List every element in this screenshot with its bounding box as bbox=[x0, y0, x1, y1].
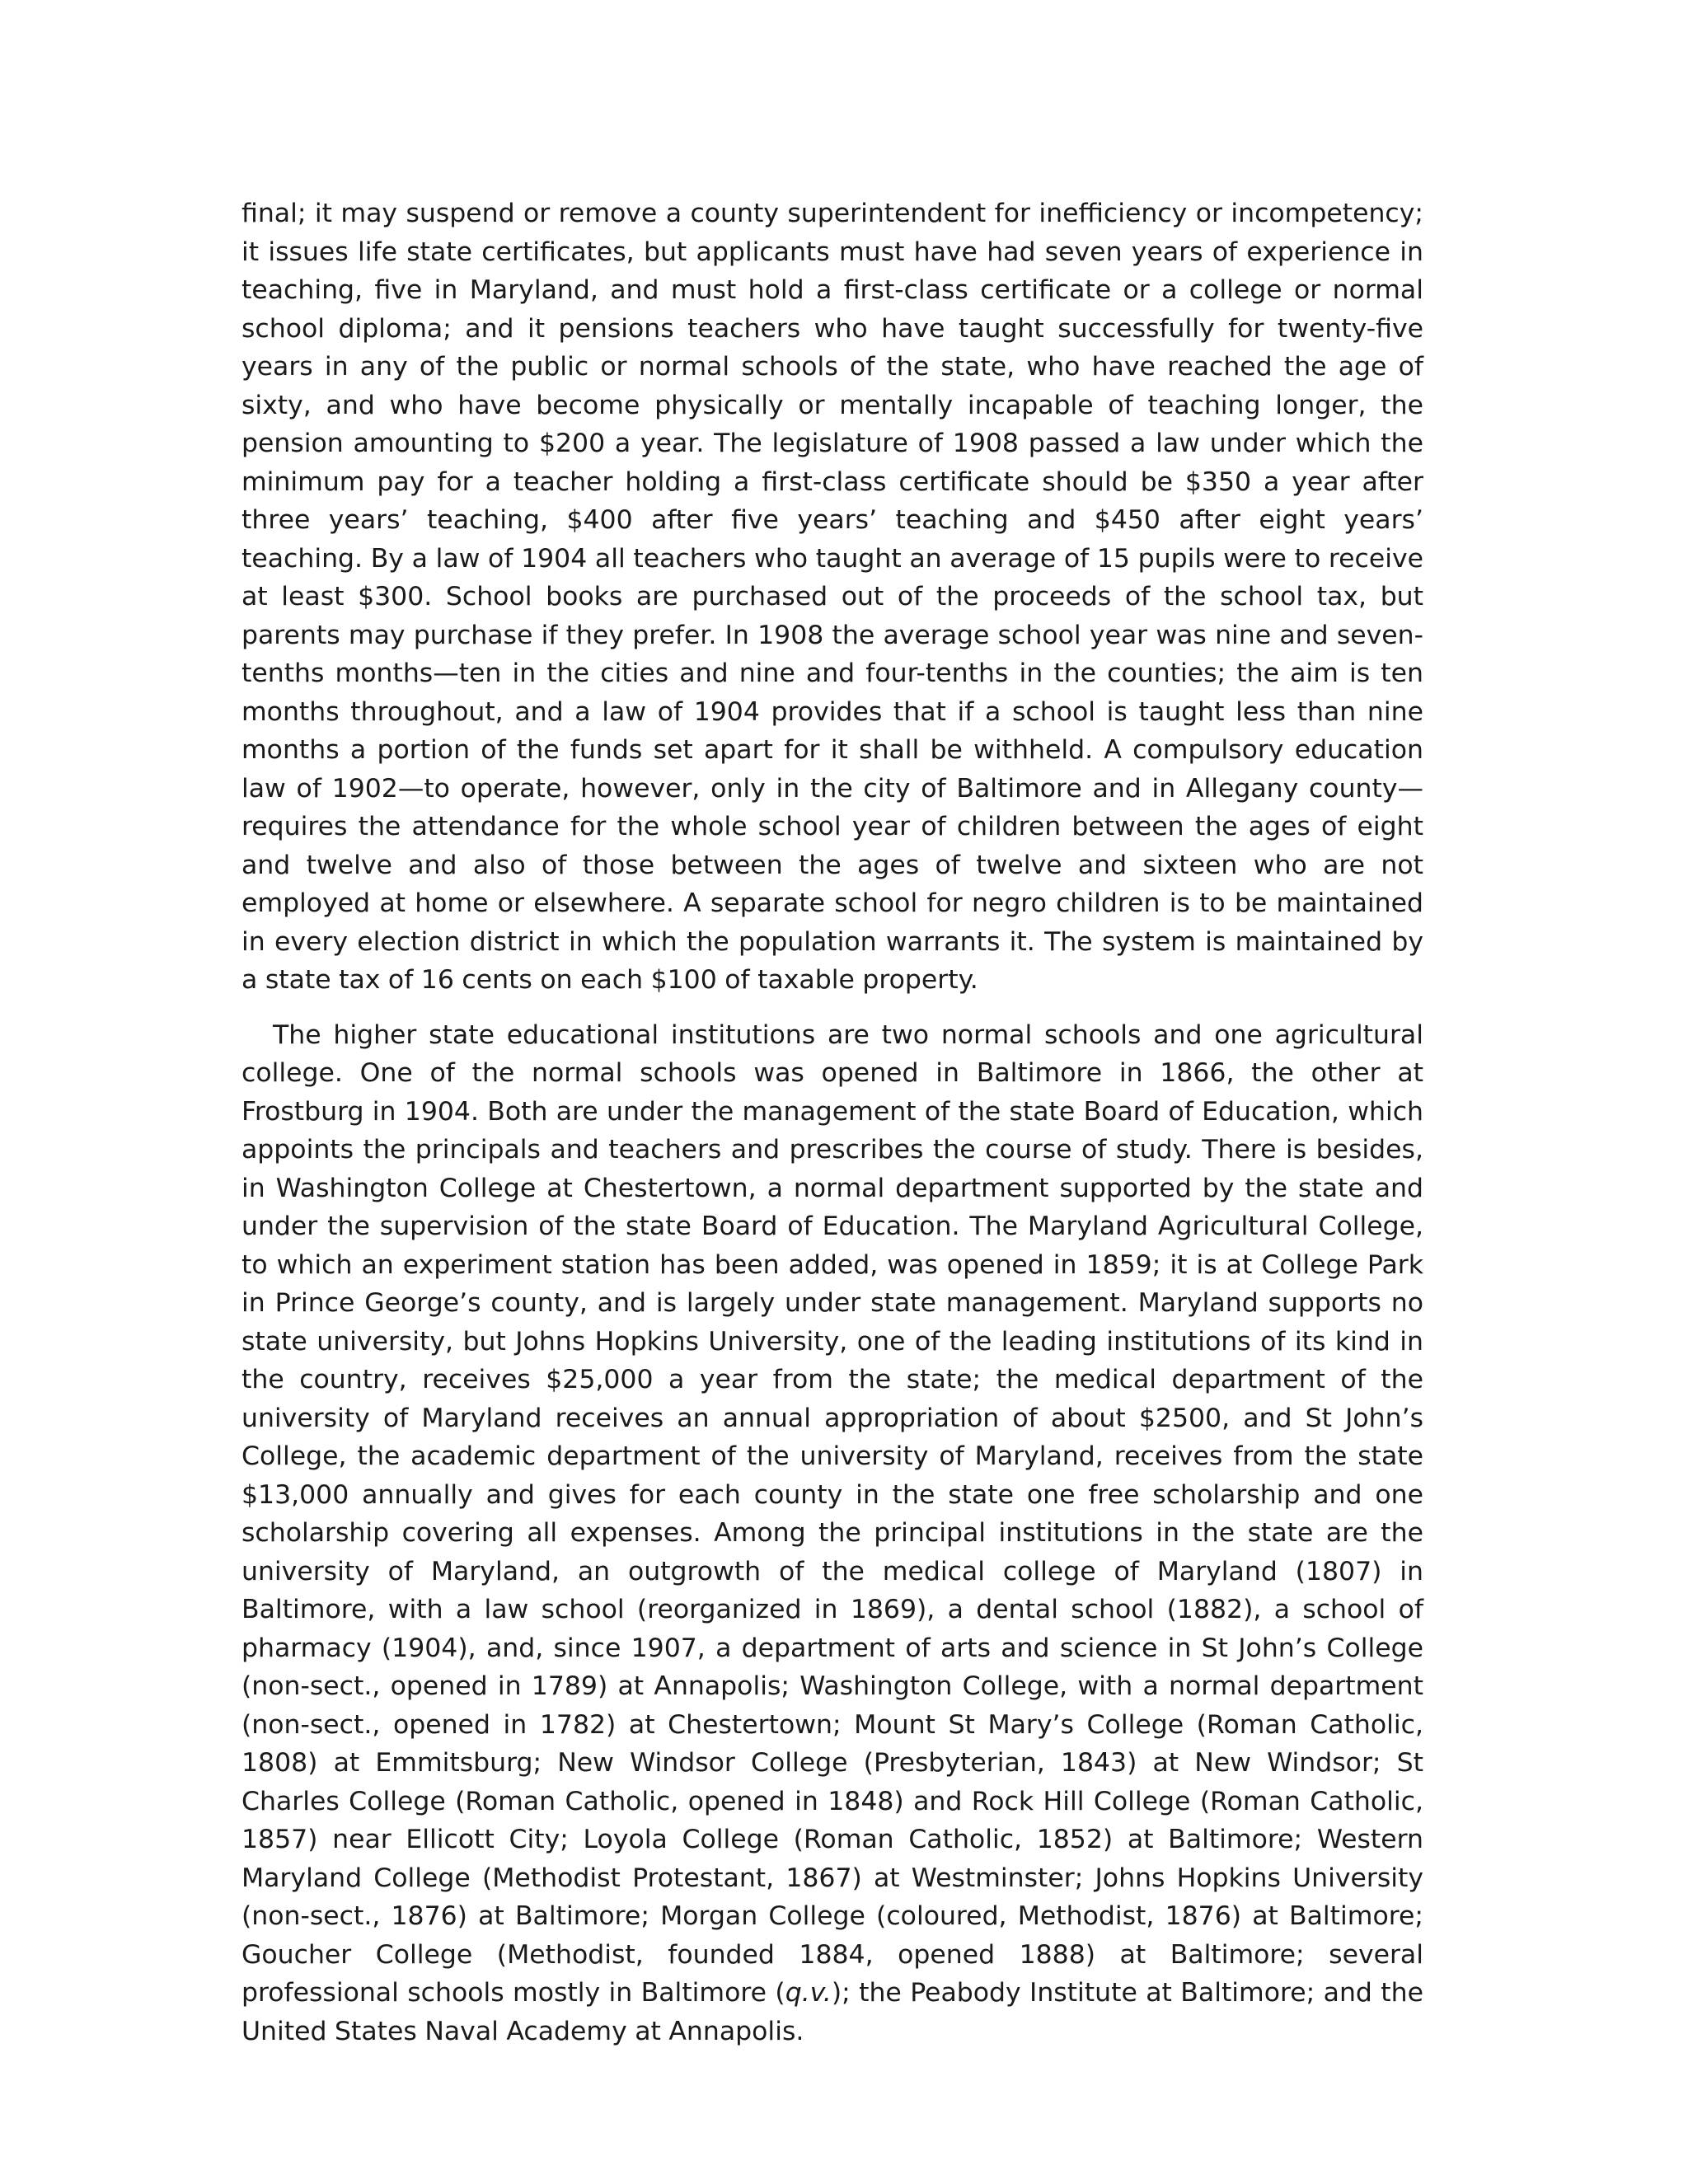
paragraph-maryland-school-administration bbox=[241, 194, 1423, 1000]
paragraph-1-text: final; it may suspend or remove a county superintendent for inefficiency or incompetency; it issues life state certificates, but applicants must have had seven years of experience in teaching, five in Maryland, and must hold a first-class certificate or a college or normal school diploma; and it pensions teachers who have taught successfully for twenty-five years in any of the public or normal schools of the state, who have reached the age of sixty, and who have become physically or mentally incapable of teaching longer, the pension amounting to $200 a year. The legislature of 1908 passed a law under which the minimum pay for a teacher holding a first-class certificate should be $350 a year after three years’ teaching, $400 after five years’ teaching and $450 after eight years’ teaching. By a law of 1904 all teachers who taught an average of 15 pupils were to receive at least $300. School books are purchased out of the proceeds of the school tax, but parents may purchase if they prefer. In 1908 the average school year was nine and seven-tenths months—ten in the cities and nine and four-tenths in the counties; the aim is ten months throughout, and a law of 1904 provides that if a school is taught less than nine months a portion of the funds set apart for it shall be withheld. A compulsory education law of 1902—to operate, however, only in the city of Baltimore and in Allegany county—requires the attendance for the whole school year of children between the ages of eight and twelve and also of those between the ages of twelve and sixteen who are not employed at home or elsewhere. A separate school for negro children is to be maintained in every election district in which the population warrants it. The system is maintained by a state tax of 16 cents on each $100 of taxable property. bbox=[241, 199, 1423, 995]
cross-reference-qv: q.v. bbox=[785, 1978, 832, 2008]
paragraph-2-text-end: ); the Peabody Institute at Baltimore; and the United States Naval Academy at Annapolis. bbox=[241, 1978, 1423, 2046]
paragraph-2-text-start: The higher state educational institutions are two normal schools and one agricultural college. One of the normal schools was opened in Baltimore in 1866, the other at Frostburg in 1904. Both are under the management of the state Board of Education, which appoints the principals and teachers and prescribes the course of study. There is besides, in Washington College at Chestertown, a normal department supported by the state and under the supervision of the state Board of Education. The Maryland Agricultural College, to which an experiment station has been added, was opened in 1859; it is at College Park in Prince George’s county, and is largely under state management. Maryland supports no state university, but Johns Hopkins University, one of the leading institutions of its kind in the country, receives $25,000 a year from the state; the medical department of the university of Maryland receives an annual appropriation of about $2500, and St John’s College, the academic department of the university of Maryland, receives from the state $13,000 annually and gives for each county in the state one free scholarship and one scholarship covering all expenses. Among the principal institutions in the state are the university of Maryland, an outgrowth of the medical college of Maryland (1807) in Baltimore, with a law school (reorganized in 1869), a dental school (1882), a school of pharmacy (1904), and, since 1907, a department of arts and science in St John’s College (non-sect., opened in 1789) at Annapolis; Washington College, with a normal department (non-sect., opened in 1782) at Chestertown; Mount St Mary’s College (Roman Catholic, 1808) at Emmitsburg; New Windsor College (Presbyterian, 1843) at New Windsor; St Charles College (Roman Catholic, opened in 1848) and Rock Hill College (Roman Catholic, 1857) near Ellicott City; Loyola College (Roman Catholic, 1852) at Baltimore; Western Maryland College (Methodist Protestant, 1867) at Westminster; Johns Hopkins University (non-sect., 1876) at Baltimore; Morgan College (coloured, Methodist, 1876) at Baltimore; Goucher College (Methodist, founded 1884, opened 1888) at Baltimore; several professional schools mostly in Baltimore ( bbox=[241, 1019, 1423, 2008]
document-page bbox=[241, 194, 1423, 2050]
paragraph-higher-education-institutions bbox=[241, 1016, 1423, 2051]
